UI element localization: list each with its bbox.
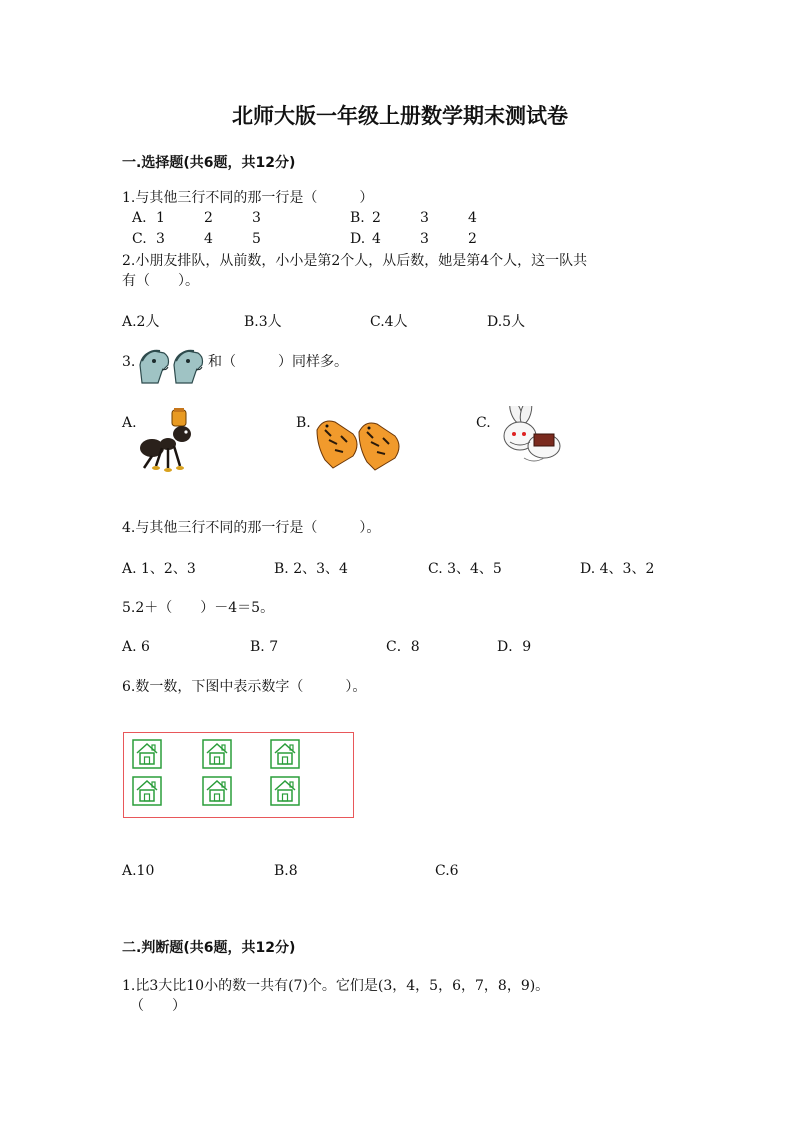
q5-stem: 5.2＋（ ）－4＝5。 (122, 600, 275, 616)
page-title: 北师大版一年级上册数学期末测试卷 (232, 104, 568, 128)
horse-head-1 (140, 351, 169, 383)
q1-option-a-label: A. (132, 210, 147, 226)
horses-picture (136, 347, 206, 387)
tiger-2 (359, 423, 399, 470)
q2-option-b: B.3人 (244, 314, 282, 330)
q1-option-a-num2: 2 (204, 210, 213, 226)
section-heading-choice: 一.选择题(共6题，共12分) (122, 155, 296, 171)
tigers-picture (313, 410, 405, 472)
q1-stem: 1.与其他三行不同的那一行是（ ） (122, 190, 374, 206)
q1-option-d-label: D. (350, 231, 366, 247)
q1-option-c-num3: 5 (252, 231, 261, 247)
s2-q1-line2: （ ） (130, 998, 186, 1014)
rabbit-picture (494, 406, 564, 470)
q6-option-a: A.10 (122, 863, 155, 879)
horse-head-2 (174, 351, 203, 383)
q4-option-b: B. 2、3、4 (274, 561, 348, 577)
q1-option-d-num1: 4 (372, 231, 381, 247)
q1-option-d-num3: 2 (468, 231, 477, 247)
q1-option-b-num3: 4 (468, 210, 477, 226)
house-icon (202, 776, 232, 806)
s2-q1-line1: 1.比3大比10小的数一共有(7)个。它们是(3，4，5，6，7，8，9)。 (122, 978, 550, 994)
q3-suffix: 和（ ）同样多。 (208, 354, 348, 370)
q4-stem: 4.与其他三行不同的那一行是（ ）。 (122, 520, 381, 536)
q2-stem-line1: 2.小朋友排队，从前数，小小是第2个人，从后数，她是第4个人，这一队共 (122, 253, 588, 269)
q4-option-c: C. 3、4、5 (428, 561, 502, 577)
q3-option-c: C. (476, 415, 491, 431)
q1-option-a-num3: 3 (252, 210, 261, 226)
q1-option-a-num1: 1 (156, 210, 165, 226)
section-heading-judgement: 二.判断题(共6题，共12分) (122, 940, 296, 956)
house-icon (270, 739, 300, 769)
q6-option-c: C.6 (435, 863, 459, 879)
q2-option-c: C.4人 (370, 314, 408, 330)
house-icon (132, 776, 162, 806)
tiger-1 (317, 421, 357, 468)
q1-option-b-num1: 2 (372, 210, 381, 226)
q6-option-b: B.8 (274, 863, 298, 879)
q3-option-a: A. (122, 415, 137, 431)
q2-stem-line2: 有（ ）。 (122, 273, 199, 289)
q5-option-a: A. 6 (122, 639, 150, 655)
houses-frame (123, 732, 354, 818)
q5-option-b: B. 7 (250, 639, 279, 655)
q2-option-a: A.2人 (122, 314, 160, 330)
q1-option-b-label: B. (350, 210, 365, 226)
ant-picture (138, 408, 208, 474)
house-icon (132, 739, 162, 769)
house-icon (202, 739, 232, 769)
q2-option-d: D.5人 (487, 314, 526, 330)
q3-option-b: B. (296, 415, 311, 431)
q4-option-a: A. 1、2、3 (122, 561, 196, 577)
q6-stem: 6.数一数，下图中表示数字（ ）。 (122, 679, 367, 695)
q1-option-c-num2: 4 (204, 231, 213, 247)
q5-option-d: D．9 (497, 639, 532, 655)
q1-option-b-num2: 3 (420, 210, 429, 226)
q5-option-c: C．8 (386, 639, 420, 655)
q1-option-c-num1: 3 (156, 231, 165, 247)
house-icon (270, 776, 300, 806)
q3-prefix: 3. (122, 354, 136, 370)
q1-option-d-num2: 3 (420, 231, 429, 247)
q1-option-c-label: C. (132, 231, 147, 247)
q4-option-d: D. 4、3、2 (580, 561, 655, 577)
